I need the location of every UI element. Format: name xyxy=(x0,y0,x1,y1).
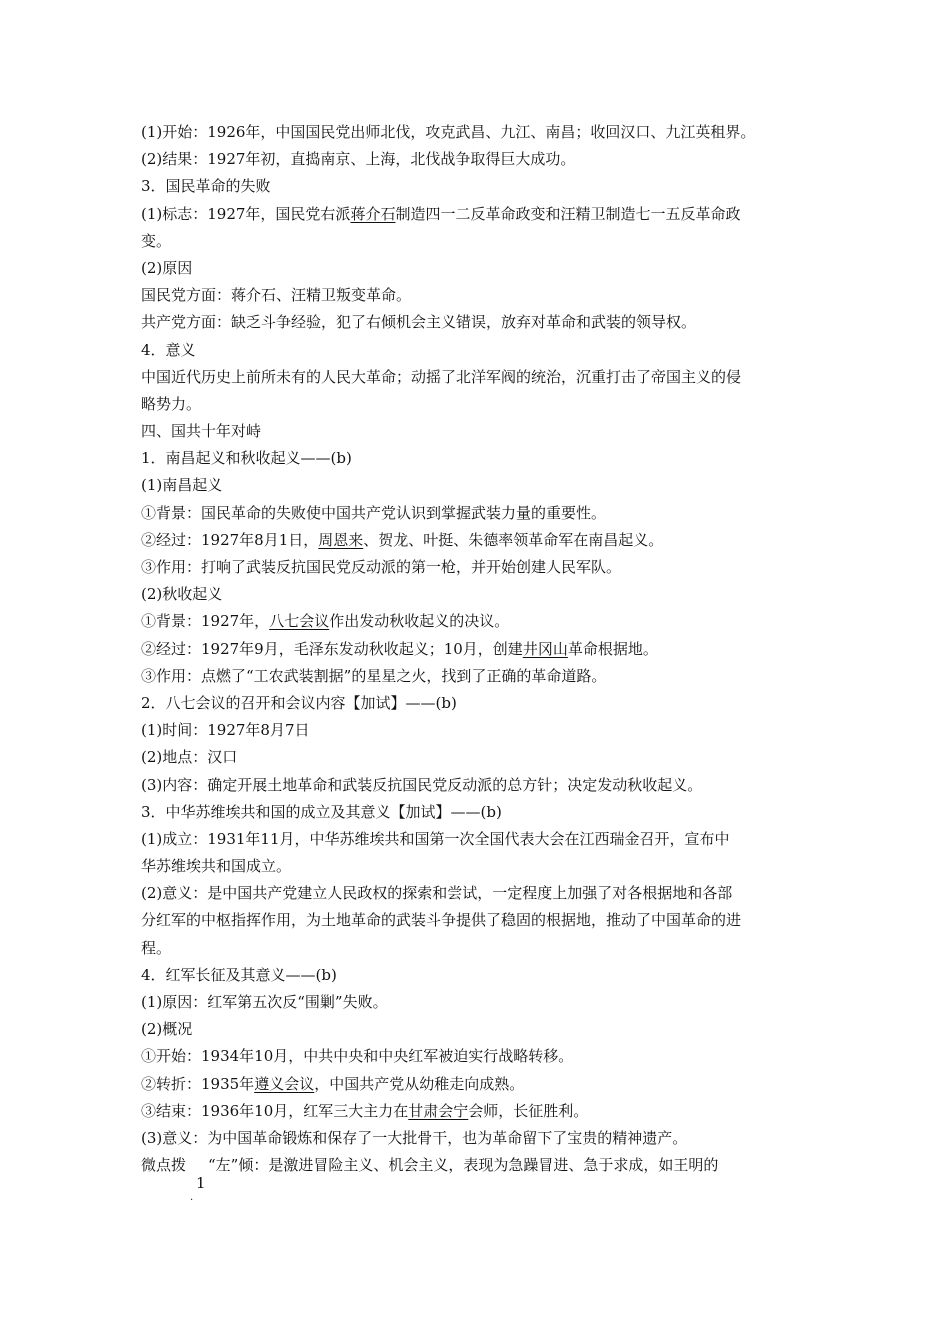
text-line xyxy=(141,309,821,336)
text-line xyxy=(141,527,821,554)
line-text: 分红军的中枢指挥作用，为土地革命的武装斗争提供了稳固的根据地，推动了中国革命的进 xyxy=(141,911,742,930)
text-line xyxy=(141,962,821,989)
line-text: (1)标志：1927年，国民党右派 xyxy=(141,204,351,223)
key-term: 井冈山 xyxy=(522,639,568,658)
line-text: 变。 xyxy=(141,231,172,250)
line-text: ③作用：点燃了“工农武装割据”的星星之火，找到了正确的革命道路。 xyxy=(141,666,607,685)
text-line xyxy=(141,500,821,527)
text-line xyxy=(141,173,821,200)
text-line xyxy=(141,418,821,445)
tip-text: “左”倾：是激进冒险主义、机会主义，表现为急躁冒进、急于求成，如王明的 xyxy=(208,1156,719,1175)
key-term: 周恩来 xyxy=(318,530,364,549)
line-text: (2)意义：是中国共产党建立人民政权的探索和尝试，一定程度上加强了对各根据地和各部 xyxy=(141,884,733,903)
line-text: (2)秋收起义 xyxy=(141,585,223,604)
text-line xyxy=(141,391,821,418)
text-line xyxy=(141,472,821,499)
text-line xyxy=(141,337,821,364)
line-text: 会师，长征胜利。 xyxy=(468,1101,589,1120)
line-text: 共产党方面：缺乏斗争经验，犯了右倾机会主义错误，放弃对革命和武装的领导权。 xyxy=(141,313,697,332)
text-line xyxy=(141,364,821,391)
text-line xyxy=(141,201,821,228)
line-text: 华苏维埃共和国成立。 xyxy=(141,857,292,876)
line-text: (3)意义：为中国革命锻炼和保存了一大批骨干，也为革命留下了宝贵的精神遗产。 xyxy=(141,1128,688,1147)
text-line xyxy=(141,445,821,472)
text-line xyxy=(141,1016,821,1043)
tip-label: 微点拨 xyxy=(141,1156,187,1175)
line-text: ①背景：国民革命的失败使中国共产党认识到掌握武装力量的重要性。 xyxy=(141,503,607,522)
text-line xyxy=(141,853,821,880)
text-line xyxy=(141,907,821,934)
line-text: 2．八七会议的召开和会议内容【加试】——(b) xyxy=(141,693,457,712)
text-line xyxy=(141,1043,821,1070)
line-text: (1)开始：1926年，中国国民党出师北伐，攻克武昌、九江、南昌；收回汉口、九江英租界。 xyxy=(141,123,756,141)
line-text: 国民党方面：蒋介石、汪精卫叛变革命。 xyxy=(141,286,412,305)
line-text: 中国近代历史上前所未有的人民大革命；动摇了北洋军阀的统治，沉重打击了帝国主义的侵 xyxy=(141,367,742,386)
text-line xyxy=(141,799,821,826)
dot-mark: . xyxy=(190,1192,194,1204)
line-text: 革命根据地。 xyxy=(567,639,658,658)
text-line xyxy=(141,636,821,663)
text-line xyxy=(141,608,821,635)
line-text: 、贺龙、叶挺、朱德率领革命军在南昌起义。 xyxy=(363,530,664,549)
text-line xyxy=(141,282,821,309)
text-line xyxy=(141,989,821,1016)
text-line xyxy=(141,690,821,717)
line-text: 四、国共十年对峙 xyxy=(141,422,262,441)
line-text: (1)原因：红军第五次反“围剿”失败。 xyxy=(141,993,388,1011)
line-text: (2)原因 xyxy=(141,258,193,277)
line-text: 作出发动秋收起义的决议。 xyxy=(329,612,510,631)
line-text: ①开始：1934年10月，中共中央和中央红军被迫实行战略转移。 xyxy=(141,1047,574,1066)
text-line xyxy=(141,935,821,962)
text-line xyxy=(141,744,821,771)
line-text: (1)时间：1927年8月7日 xyxy=(141,721,310,740)
tip-line xyxy=(141,1152,821,1204)
document-body xyxy=(141,119,821,1204)
line-text: 4．意义 xyxy=(141,340,196,359)
text-line xyxy=(141,663,821,690)
text-line xyxy=(141,554,821,581)
text-line xyxy=(141,1071,821,1098)
line-text: ②经过：1927年8月1日， xyxy=(141,530,319,549)
line-text: ③结束：1936年10月，红军三大主力在 xyxy=(141,1101,409,1120)
text-line xyxy=(141,1098,821,1125)
line-text: 1．南昌起义和秋收起义——(b) xyxy=(141,449,352,468)
line-text: (1)南昌起义 xyxy=(141,476,223,495)
key-term: 甘肃会宁 xyxy=(408,1101,469,1120)
text-line xyxy=(141,880,821,907)
text-line xyxy=(141,826,821,853)
line-text: 制造四一二反革命政变和汪精卫制造七一五反革命政 xyxy=(395,204,741,223)
key-term: 蒋介石 xyxy=(350,204,396,223)
line-text: (3)内容：确定开展土地革命和武装反抗国民党反动派的总方针；决定发动秋收起义。 xyxy=(141,775,703,794)
line-text: (1)成立：1931年11月，中华苏维埃共和国第一次全国代表大会在江西瑞金召开，宣布中 xyxy=(141,829,730,848)
key-term: 八七会议 xyxy=(269,612,330,631)
line-text: 3．国民革命的失败 xyxy=(141,177,271,196)
text-line xyxy=(141,772,821,799)
text-line xyxy=(141,581,821,608)
key-term: 遵义会议 xyxy=(254,1074,315,1093)
line-text: ①背景：1927年， xyxy=(141,612,270,631)
line-text: (2)地点：汉口 xyxy=(141,748,238,767)
text-line xyxy=(141,119,821,146)
line-text: ③作用：打响了武装反抗国民党反动派的第一枪，并开始创建人民军队。 xyxy=(141,558,622,576)
line-text: 4．红军长征及其意义——(b) xyxy=(141,965,337,984)
text-line xyxy=(141,255,821,282)
tip-number: 1 xyxy=(196,1174,206,1193)
text-line xyxy=(141,717,821,744)
line-text: 3．中华苏维埃共和国的成立及其意义【加试】——(b) xyxy=(141,802,502,821)
line-text: (2)概况 xyxy=(141,1020,193,1039)
text-line xyxy=(141,228,821,255)
line-text: ，中国共产党从幼稚走向成熟。 xyxy=(314,1074,525,1093)
line-text: 程。 xyxy=(141,938,172,957)
line-text: 略势力。 xyxy=(141,394,202,413)
line-text: (2)结果：1927年初，直捣南京、上海，北伐战争取得巨大成功。 xyxy=(141,150,576,169)
text-line xyxy=(141,146,821,173)
text-line xyxy=(141,1125,821,1152)
line-text: ②转折：1935年 xyxy=(141,1074,255,1093)
line-text: ②经过：1927年9月，毛泽东发动秋收起义；10月，创建 xyxy=(141,639,523,658)
